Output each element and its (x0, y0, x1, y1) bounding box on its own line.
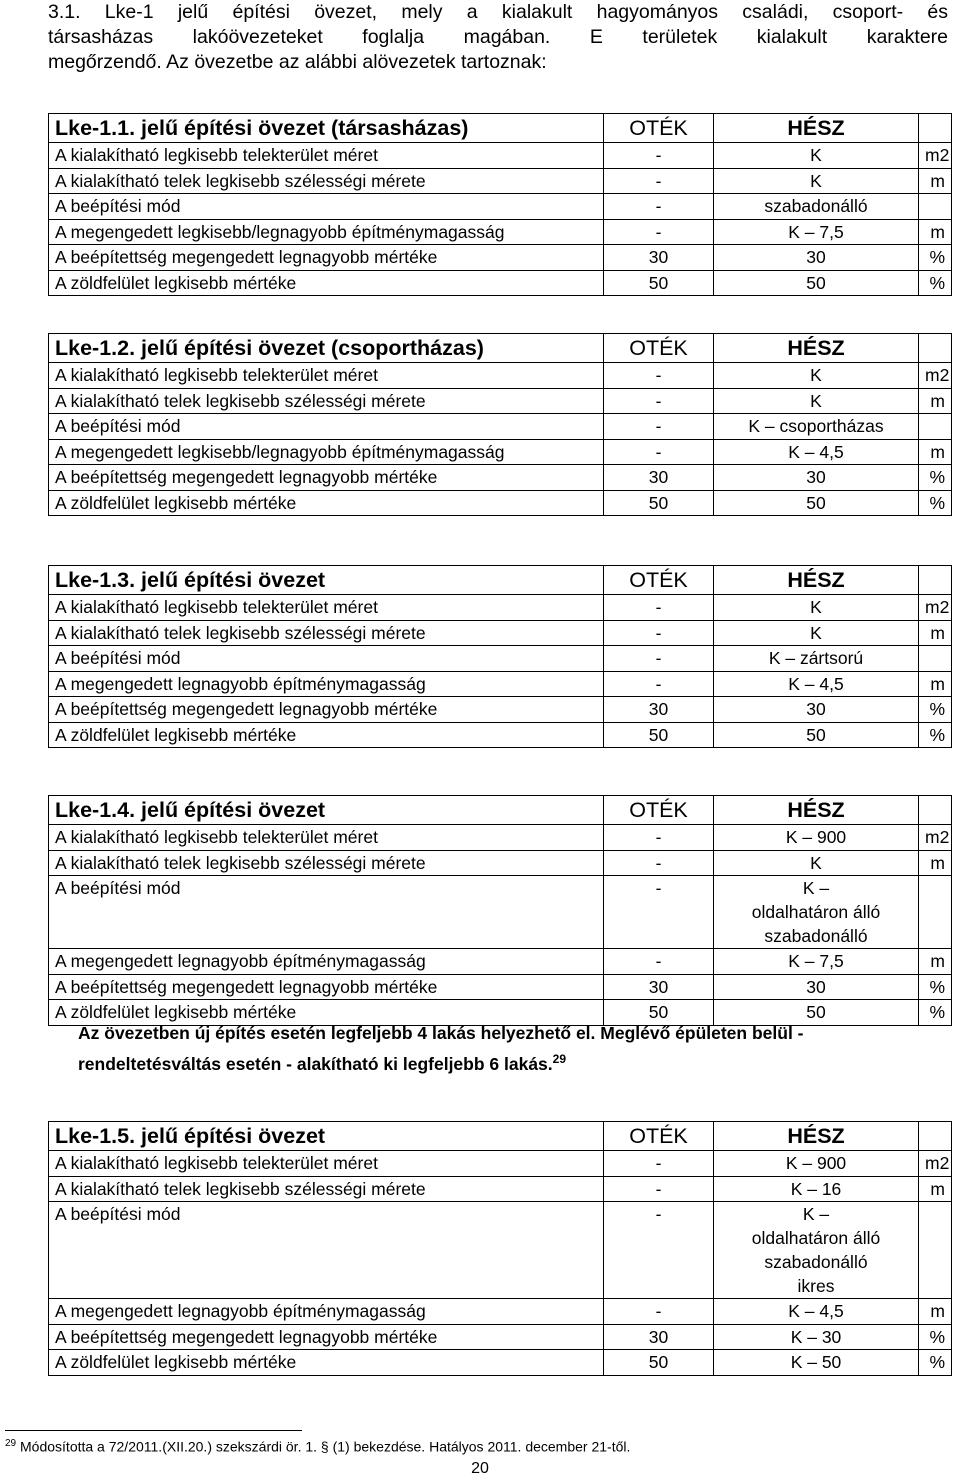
otek-value: - (604, 595, 714, 621)
unit-value: m (919, 850, 952, 876)
unit-value: m (919, 620, 952, 646)
hesz-value: K (714, 850, 919, 876)
zone-title (49, 114, 604, 143)
column-header-otek: OTÉK (604, 796, 714, 825)
table-row (49, 194, 952, 220)
unit-value: % (919, 270, 952, 296)
requirement-label: A kialakítható telek legkisebb szélességi mérete (49, 850, 604, 876)
table-row (49, 825, 952, 851)
unit-value (919, 876, 952, 949)
table-row (49, 363, 952, 389)
hesz-value: 30 (714, 974, 919, 1000)
requirement-label: A megengedett legnagyobb építménymagasság (49, 1299, 604, 1325)
requirement-label: A beépítettség megengedett legnagyobb mértéke (49, 697, 604, 723)
table-row (49, 439, 952, 465)
zone-title-rest: jelű építési övezet (135, 568, 326, 592)
zone-title-rest: jelű építési övezet (135, 1124, 326, 1148)
requirement-label: A megengedett legkisebb/legnagyobb építménymagasság (49, 219, 604, 245)
otek-value: - (604, 363, 714, 389)
requirement-label: A kialakítható legkisebb telekterület méret (49, 825, 604, 851)
hesz-value: K – 900 (714, 825, 919, 851)
requirement-label: A beépítettség megengedett legnagyobb mértéke (49, 465, 604, 491)
hesz-value: K – oldalhatáron álló szabadonálló ikres (714, 1202, 919, 1299)
otek-value: 30 (604, 245, 714, 271)
zone-code: Lke-1.5. (55, 1124, 136, 1148)
zone-title (49, 566, 604, 595)
unit-value (919, 194, 952, 220)
unit-value: % (919, 1000, 952, 1026)
otek-value: 50 (604, 270, 714, 296)
unit-value: % (919, 245, 952, 271)
unit-value: m2 (919, 363, 952, 389)
hesz-value: 50 (714, 270, 919, 296)
hesz-value: 50 (714, 490, 919, 516)
otek-value: - (604, 876, 714, 949)
hesz-value: szabadonálló (714, 194, 919, 220)
apartment-note (78, 1020, 958, 1077)
requirement-label: A kialakítható telek legkisebb szélességi mérete (49, 1176, 604, 1202)
zone-title-rest: jelű építési övezet (135, 798, 326, 822)
table-row (49, 414, 952, 440)
hesz-value: 50 (714, 1000, 919, 1026)
zone-header-row (49, 334, 952, 363)
column-header-unit (919, 796, 952, 825)
otek-value: - (604, 168, 714, 194)
unit-value: m2 (919, 595, 952, 621)
zone-header-row (49, 114, 952, 143)
unit-value: m (919, 1299, 952, 1325)
note-line-2: rendeltetésváltás esetén - alakítható ki legfeljebb 6 lakás. (78, 1053, 553, 1074)
requirement-label: A beépítettség megengedett legnagyobb mértéke (49, 245, 604, 271)
otek-value: - (604, 620, 714, 646)
column-header-unit (919, 566, 952, 595)
zone-title-rest: jelű építési övezet (csoportházas) (135, 336, 484, 360)
requirement-label: A zöldfelület legkisebb mértéke (49, 490, 604, 516)
zone-table (48, 565, 952, 748)
unit-value: % (919, 1350, 952, 1376)
unit-value: % (919, 490, 952, 516)
column-header-unit (919, 334, 952, 363)
requirement-label: A beépítési mód (49, 194, 604, 220)
zone-header-row (49, 566, 952, 595)
unit-value (919, 646, 952, 672)
requirement-label: A beépítettség megengedett legnagyobb mértéke (49, 1324, 604, 1350)
hesz-value: K (714, 620, 919, 646)
requirement-label: A megengedett legnagyobb építménymagasság (49, 671, 604, 697)
requirement-label: A kialakítható legkisebb telekterület méret (49, 143, 604, 169)
unit-value: m (919, 219, 952, 245)
otek-value: 30 (604, 465, 714, 491)
column-header-otek: OTÉK (604, 566, 714, 595)
requirement-label: A beépítési mód (49, 414, 604, 440)
table-row (49, 388, 952, 414)
table-row (49, 671, 952, 697)
footnote-text: Módosította a 72/2011.(XII.20.) szekszárdi ör. 1. § (1) bekezdése. Hatályos 2011. december 21-től. (16, 1438, 631, 1455)
intro-paragraph (48, 0, 948, 75)
column-header-unit (919, 1122, 952, 1151)
requirement-label: A beépítési mód (49, 646, 604, 672)
otek-value: 50 (604, 722, 714, 748)
hesz-value: 30 (714, 245, 919, 271)
table-row (49, 974, 952, 1000)
otek-value: - (604, 194, 714, 220)
hesz-value: K – 7,5 (714, 219, 919, 245)
footnote-reference[interactable]: 29 (552, 1052, 567, 1066)
table-row (49, 949, 952, 975)
hesz-value: K (714, 363, 919, 389)
requirement-label: A kialakítható legkisebb telekterület méret (49, 595, 604, 621)
otek-value: 50 (604, 490, 714, 516)
hesz-value: K (714, 168, 919, 194)
footnote-number: 29 (5, 1438, 17, 1449)
hesz-value: K – csoportházas (714, 414, 919, 440)
requirement-label: A zöldfelület legkisebb mértéke (49, 270, 604, 296)
table-row (49, 1176, 952, 1202)
unit-value (919, 1202, 952, 1299)
hesz-value: 30 (714, 697, 919, 723)
zone-table (48, 113, 952, 296)
table-row (49, 143, 952, 169)
hesz-value: K (714, 388, 919, 414)
otek-value: - (604, 825, 714, 851)
unit-value: m (919, 388, 952, 414)
table-row (49, 168, 952, 194)
otek-value: 30 (604, 697, 714, 723)
zone-title-rest: jelű építési övezet (társasházas) (135, 116, 469, 140)
zone-title (49, 334, 604, 363)
zone-code: Lke-1.3. (55, 568, 136, 592)
otek-value: - (604, 219, 714, 245)
requirement-label: A zöldfelület legkisebb mértéke (49, 1000, 604, 1026)
requirement-label: A beépítési mód (49, 1202, 604, 1299)
hesz-value: K – 7,5 (714, 949, 919, 975)
table-row (49, 465, 952, 491)
column-header-hesz: HÉSZ (714, 334, 919, 363)
hesz-value: 50 (714, 722, 919, 748)
unit-value: m (919, 168, 952, 194)
otek-value: - (604, 439, 714, 465)
unit-value: % (919, 1324, 952, 1350)
hesz-value: 30 (714, 465, 919, 491)
table-row (49, 595, 952, 621)
otek-value: - (604, 671, 714, 697)
unit-value: % (919, 697, 952, 723)
table-row (49, 1324, 952, 1350)
requirement-label: A megengedett legkisebb/legnagyobb építménymagasság (49, 439, 604, 465)
requirement-label: A zöldfelület legkisebb mértéke (49, 722, 604, 748)
otek-value: - (604, 414, 714, 440)
column-header-otek: OTÉK (604, 1122, 714, 1151)
table-row (49, 850, 952, 876)
column-header-hesz: HÉSZ (714, 796, 919, 825)
zone-table (48, 1121, 952, 1376)
hesz-value: K – 4,5 (714, 671, 919, 697)
unit-value: m (919, 1176, 952, 1202)
intro-line-2: társasházas lakóövezeteket foglalja magában. E területek kialakult karaktere (48, 26, 948, 48)
table-row (49, 219, 952, 245)
otek-value: 30 (604, 1324, 714, 1350)
hesz-value: K – 30 (714, 1324, 919, 1350)
otek-value: - (604, 1151, 714, 1177)
requirement-label: A beépítési mód (49, 876, 604, 949)
otek-value: - (604, 646, 714, 672)
table-row (49, 722, 952, 748)
table-row (49, 1202, 952, 1299)
table-row (49, 876, 952, 949)
requirement-label: A kialakítható telek legkisebb szélességi mérete (49, 388, 604, 414)
unit-value: m2 (919, 1151, 952, 1177)
otek-value: 30 (604, 974, 714, 1000)
unit-value: % (919, 465, 952, 491)
zone-code: Lke-1.2. (55, 336, 136, 360)
otek-value: - (604, 388, 714, 414)
table-row (49, 1151, 952, 1177)
footnote (5, 1438, 630, 1455)
table-row (49, 1350, 952, 1376)
zone-title (49, 1122, 604, 1151)
zone-table (48, 795, 952, 1026)
zone-code: Lke-1.1. (55, 116, 136, 140)
otek-value: 50 (604, 1350, 714, 1376)
otek-value: 50 (604, 1000, 714, 1026)
otek-value: - (604, 1299, 714, 1325)
hesz-value: K – 4,5 (714, 439, 919, 465)
unit-value (919, 414, 952, 440)
requirement-label: A kialakítható legkisebb telekterület méret (49, 1151, 604, 1177)
hesz-value: K – oldalhatáron álló szabadonálló (714, 876, 919, 949)
table-row (49, 490, 952, 516)
requirement-label: A megengedett legnagyobb építménymagasság (49, 949, 604, 975)
page-number: 20 (471, 1460, 489, 1477)
requirement-label: A beépítettség megengedett legnagyobb mértéke (49, 974, 604, 1000)
hesz-value: K – 50 (714, 1350, 919, 1376)
zone-code: Lke-1.4. (55, 798, 136, 822)
table-row (49, 270, 952, 296)
unit-value: m2 (919, 143, 952, 169)
column-header-hesz: HÉSZ (714, 1122, 919, 1151)
zone-table (48, 333, 952, 516)
unit-value: % (919, 974, 952, 1000)
unit-value: m2 (919, 825, 952, 851)
hesz-value: K – 16 (714, 1176, 919, 1202)
table-row (49, 245, 952, 271)
table-row (49, 620, 952, 646)
requirement-label: A zöldfelület legkisebb mértéke (49, 1350, 604, 1376)
hesz-value: K (714, 143, 919, 169)
column-header-otek: OTÉK (604, 114, 714, 143)
table-row (49, 697, 952, 723)
unit-value: m (919, 671, 952, 697)
column-header-hesz: HÉSZ (714, 114, 919, 143)
otek-value: - (604, 949, 714, 975)
requirement-label: A kialakítható telek legkisebb szélességi mérete (49, 620, 604, 646)
requirement-label: A kialakítható telek legkisebb szélességi mérete (49, 168, 604, 194)
otek-value: - (604, 850, 714, 876)
column-header-otek: OTÉK (604, 334, 714, 363)
unit-value: m (919, 439, 952, 465)
note-line-1: Az övezetben új építés esetén legfeljebb 4 lakás helyezhető el. Meglévő épületen belül - (78, 1023, 804, 1043)
otek-value: - (604, 143, 714, 169)
column-header-hesz: HÉSZ (714, 566, 919, 595)
hesz-value: K – 900 (714, 1151, 919, 1177)
unit-value: % (919, 722, 952, 748)
unit-value: m (919, 949, 952, 975)
hesz-value: K (714, 595, 919, 621)
otek-value: - (604, 1202, 714, 1299)
zone-header-row (49, 796, 952, 825)
table-row (49, 1299, 952, 1325)
zone-header-row (49, 1122, 952, 1151)
footnote-divider (5, 1430, 302, 1431)
hesz-value: K – zártsorú (714, 646, 919, 672)
intro-line-3: megőrzendő. Az övezetbe az alábbi alövezetek tartoznak: (48, 51, 547, 73)
column-header-unit (919, 114, 952, 143)
table-row (49, 646, 952, 672)
otek-value: - (604, 1176, 714, 1202)
zone-title (49, 796, 604, 825)
hesz-value: K – 4,5 (714, 1299, 919, 1325)
requirement-label: A kialakítható legkisebb telekterület méret (49, 363, 604, 389)
intro-line-1: 3.1. Lke-1 jelű építési övezet, mely a kialakult hagyományos családi, csoport- és (48, 1, 948, 23)
